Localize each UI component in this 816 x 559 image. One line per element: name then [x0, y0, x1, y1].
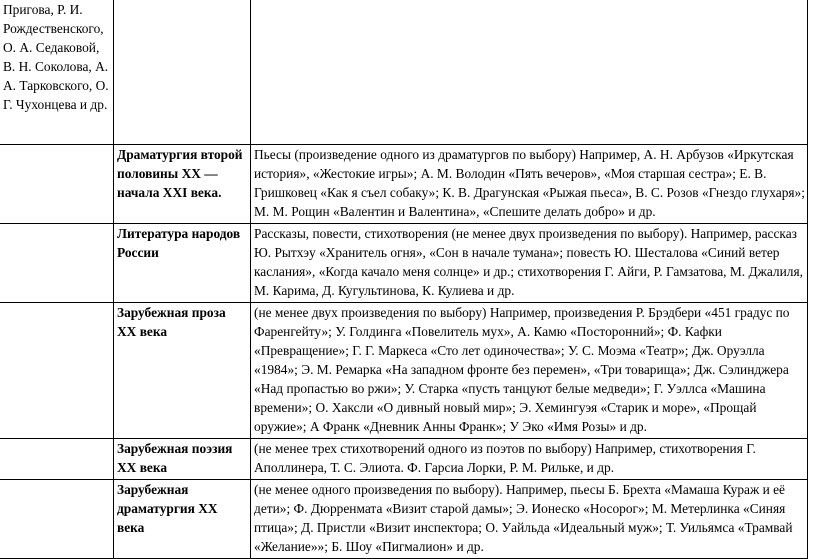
table-row: [0, 302, 808, 438]
cell-works: Пьесы (произведение одного из драматургов по выбору) Например, А. Н. Арбузов «Иркутская история», «Жестокие игры»; А. М. Володин «Пять вечеров», «Моя старшая сестра»; Е. В. Гришковец «Как я съел собаку»; К. В. Драгунская «Рыжая пьеса», В. С. Розов «Гнездо глухаря»; М. М. Рощин «Валентин и Валентина», «Спешите делать добро» и др.: [251, 144, 808, 223]
cell-topic: Зарубежная драматургия ХХ века: [114, 479, 251, 558]
cell-empty: [0, 479, 114, 558]
cell-empty: [0, 302, 114, 438]
table-row: [0, 144, 808, 223]
table-row: [0, 223, 808, 302]
table-row: [0, 479, 808, 558]
cell-topic: [114, 0, 251, 144]
cell-works: [251, 0, 808, 144]
cell-empty: [0, 144, 114, 223]
cell-empty: [0, 438, 114, 479]
cell-topic: Зарубежная проза ХХ века: [114, 302, 251, 438]
cell-topic: Драматургия второй половины ХХ — начала XXI века.: [114, 144, 251, 223]
table-row: [0, 438, 808, 479]
cell-authors-continued: Пригова, Р. И. Рождественского, О. А. Седаковой, В. Н. Соколова, А. А. Тарковского, О. Г. Чухонцева и др.: [0, 0, 114, 144]
cell-works: (не менее одного произведения по выбору). Например, пьесы Б. Брехта «Мамаша Кураж и её дети»; Ф. Дюрренмата «Визит старой дамы»; Э. Ионеско «Носорог»; М. Метерлинка «Синяя птица»; Д. Пристли «Визит инспектора; О. Уайльда «Идеальный муж»; Т. Уильямса «Трамвай «Желание»»; Б. Шоу «Пигмалион» и др.: [251, 479, 808, 558]
table-row: [0, 0, 808, 144]
cell-empty: [0, 223, 114, 302]
cell-works: Рассказы, повести, стихотворения (не менее двух произведения по выбору). Например, рассказ Ю. Рытхэу «Хранитель огня», «Сон в начале тумана»; повесть Ю. Шесталова «Синий ветер каслания», «Когда качало меня солнце» и др.; стихотворения Г. Айги, Р. Гамзатова, М. Джалиля, М. Карима, Д. Кугультинова, К. Кулиева и др.: [251, 223, 808, 302]
cell-works: (не менее трех стихотворений одного из поэтов по выбору) Например, стихотворения Г. Аполлинера, Т. С. Элиота. Ф. Гарсиа Лорки, Р. М. Рильке, и др.: [251, 438, 808, 479]
cell-works: (не менее двух произведения по выбору) Например, произведения Р. Брэдбери «451 градус по Фаренгейту»; У. Голдинга «Повелитель мух», А. Камю «Посторонний»; Ф. Кафки «Превращение»; Г. Г. Маркеса «Сто лет одиночества»; У. С. Моэма «Театр»; Дж. Оруэлла «1984»; Э. М. Ремарка «На западном фронте без перемен», «Три товарища»; Дж. Сэлинджера «Над пропастью во ржи»; У. Старка «пусть танцуют белые медведи»; Г. Уэллса «Машина времени»; О. Хаксли «О дивный новый мир»; Э. Хемингуэя «Старик и море», «Прощай оружие»; А Франк «Дневник Анны Франк»; У Эко «Имя Розы» и др.: [251, 302, 808, 438]
cell-topic: Зарубежная поэзия ХХ века: [114, 438, 251, 479]
cell-topic: Литература народов России: [114, 223, 251, 302]
